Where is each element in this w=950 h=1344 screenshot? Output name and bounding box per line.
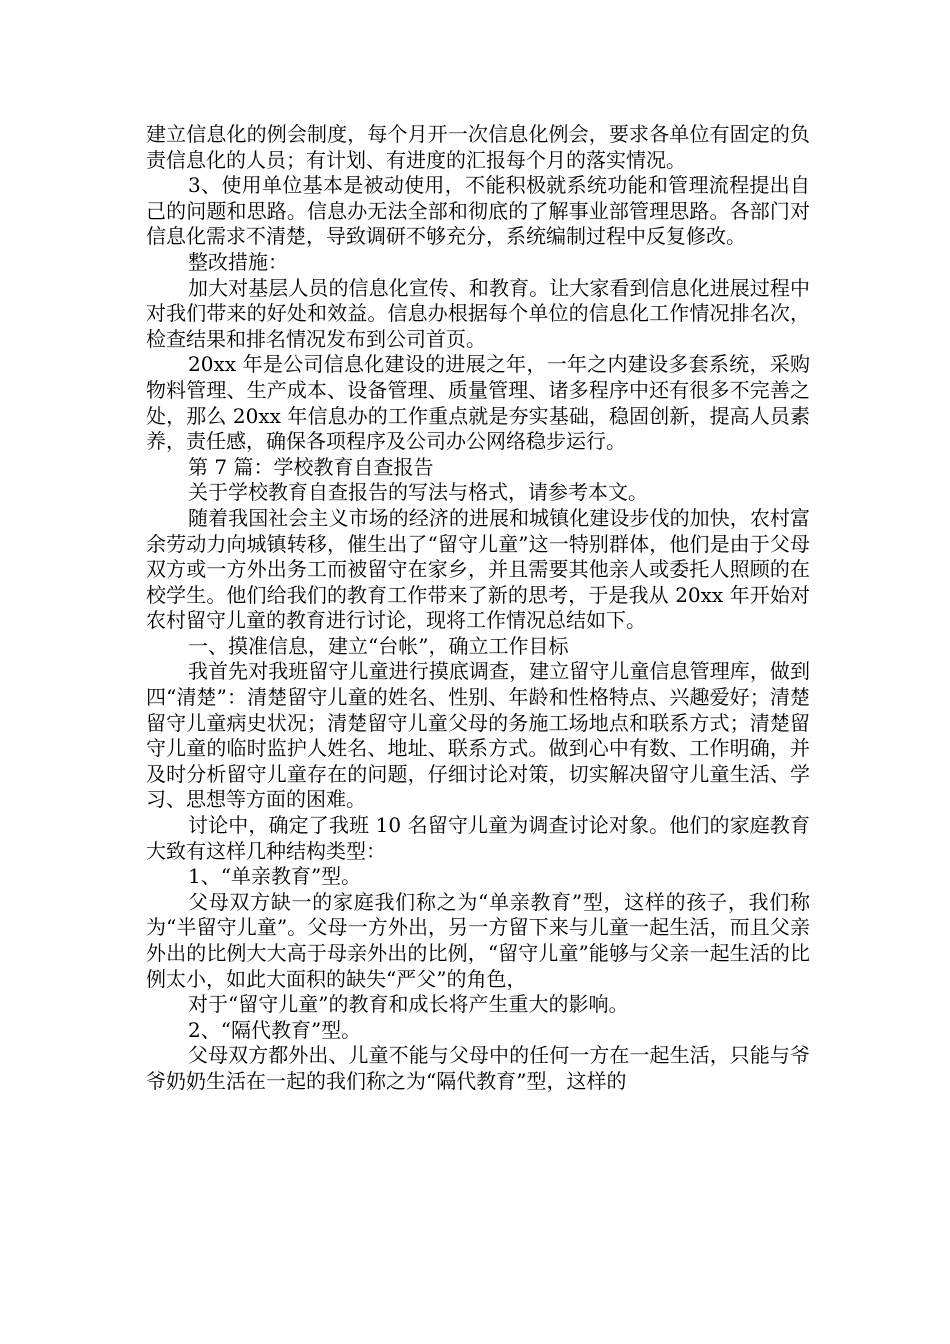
document-body [146, 122, 810, 1095]
paragraph: 随着我国社会主义市场的经济的进展和城镇化建设步伐的加快，农村富余劳动力向城镇转移，催生出了“留守儿童”这一特别群体，他们是由于父母双方或一方外出务工而被留守在家乡，并且需要其他亲人或委托人照顾的在校学生。他们给我们的教育工作带来了新的思考，于是我从 20xx 年开始对农村留守儿童的教育进行讨论，现将工作情况总结如下。 [146, 505, 810, 633]
paragraph: 我首先对我班留守儿童进行摸底调查，建立留守儿童信息管理库，做到四“清楚”：清楚留守儿童的姓名、性别、年龄和性格特点、兴趣爱好；清楚留守儿童病史状况；清楚留守儿童父母的务施工场地点和联系方式；清楚留守儿童的临时监护人姓名、地址、联系方式。做到心中有数、工作明确，并及时分析留守儿童存在的问题，仔细讨论对策，切实解决留守儿童生活、学习、思想等方面的困难。 [146, 659, 810, 812]
section-heading: 整改措施： [188, 249, 288, 274]
section-heading: 一、摸准信息，建立“台帐”，确立工作目标 [188, 633, 569, 658]
paragraph: 关于学校教育自查报告的写法与格式，请参考本文。 [188, 480, 648, 505]
paragraph: 3、使用单位基本是被动使用，不能积极就系统功能和管理流程提出自己的问题和思路。信息办无法全部和彻底的了解事业部管理思路。各部门对信息化需求不清楚，导致调研不够充分，系统编制过程中反复修改。 [146, 173, 810, 249]
paragraph: 加大对基层人员的信息化宣传、和教育。让大家看到信息化进展过程中对我们带来的好处和效益。信息办根据每个单位的信息化工作情况排名次，检查结果和排名情况发布到公司首页。 [146, 275, 810, 351]
paragraph: 20xx 年是公司信息化建设的进展之年，一年之内建设多套系统，采购物料管理、生产成本、设备管理、质量管理、诸多程序中还有很多不完善之处，那么 20xx 年信息办的工作重点就是夯实基础，稳固创新，提高人员素养，责任感，确保各项程序及公司办公网络稳步运行。 [146, 352, 810, 454]
section-heading: 2、“隔代教育”型。 [188, 1017, 362, 1042]
paragraph: 对于“留守儿童”的教育和成长将产生重大的影响。 [188, 992, 629, 1017]
section-heading: 1、“单亲教育”型。 [188, 864, 362, 889]
article-title: 第 7 篇：学校教育自查报告 [188, 454, 434, 479]
paragraph: 建立信息化的例会制度，每个月开一次信息化例会，要求各单位有固定的负责信息化的人员；有计划、有进度的汇报每个月的落实情况。 [146, 122, 810, 172]
paragraph: 父母双方缺一的家庭我们称之为“单亲教育”型，这样的孩子，我们称为“半留守儿童”。父母一方外出，另一方留下来与儿童一起生活，而且父亲外出的比例大大高于母亲外出的比例，“留守儿童”能够与父亲一起生活的比例太小，如此大面积的缺失“严父”的角色， [146, 889, 810, 991]
paragraph: 父母双方都外出、儿童不能与父母中的任何一方在一起生活，只能与爷爷奶奶生活在一起的我们称之为“隔代教育”型，这样的 [146, 1043, 810, 1093]
paragraph: 讨论中，确定了我班 10 名留守儿童为调查讨论对象。他们的家庭教育大致有这样几种结构类型： [146, 813, 810, 863]
